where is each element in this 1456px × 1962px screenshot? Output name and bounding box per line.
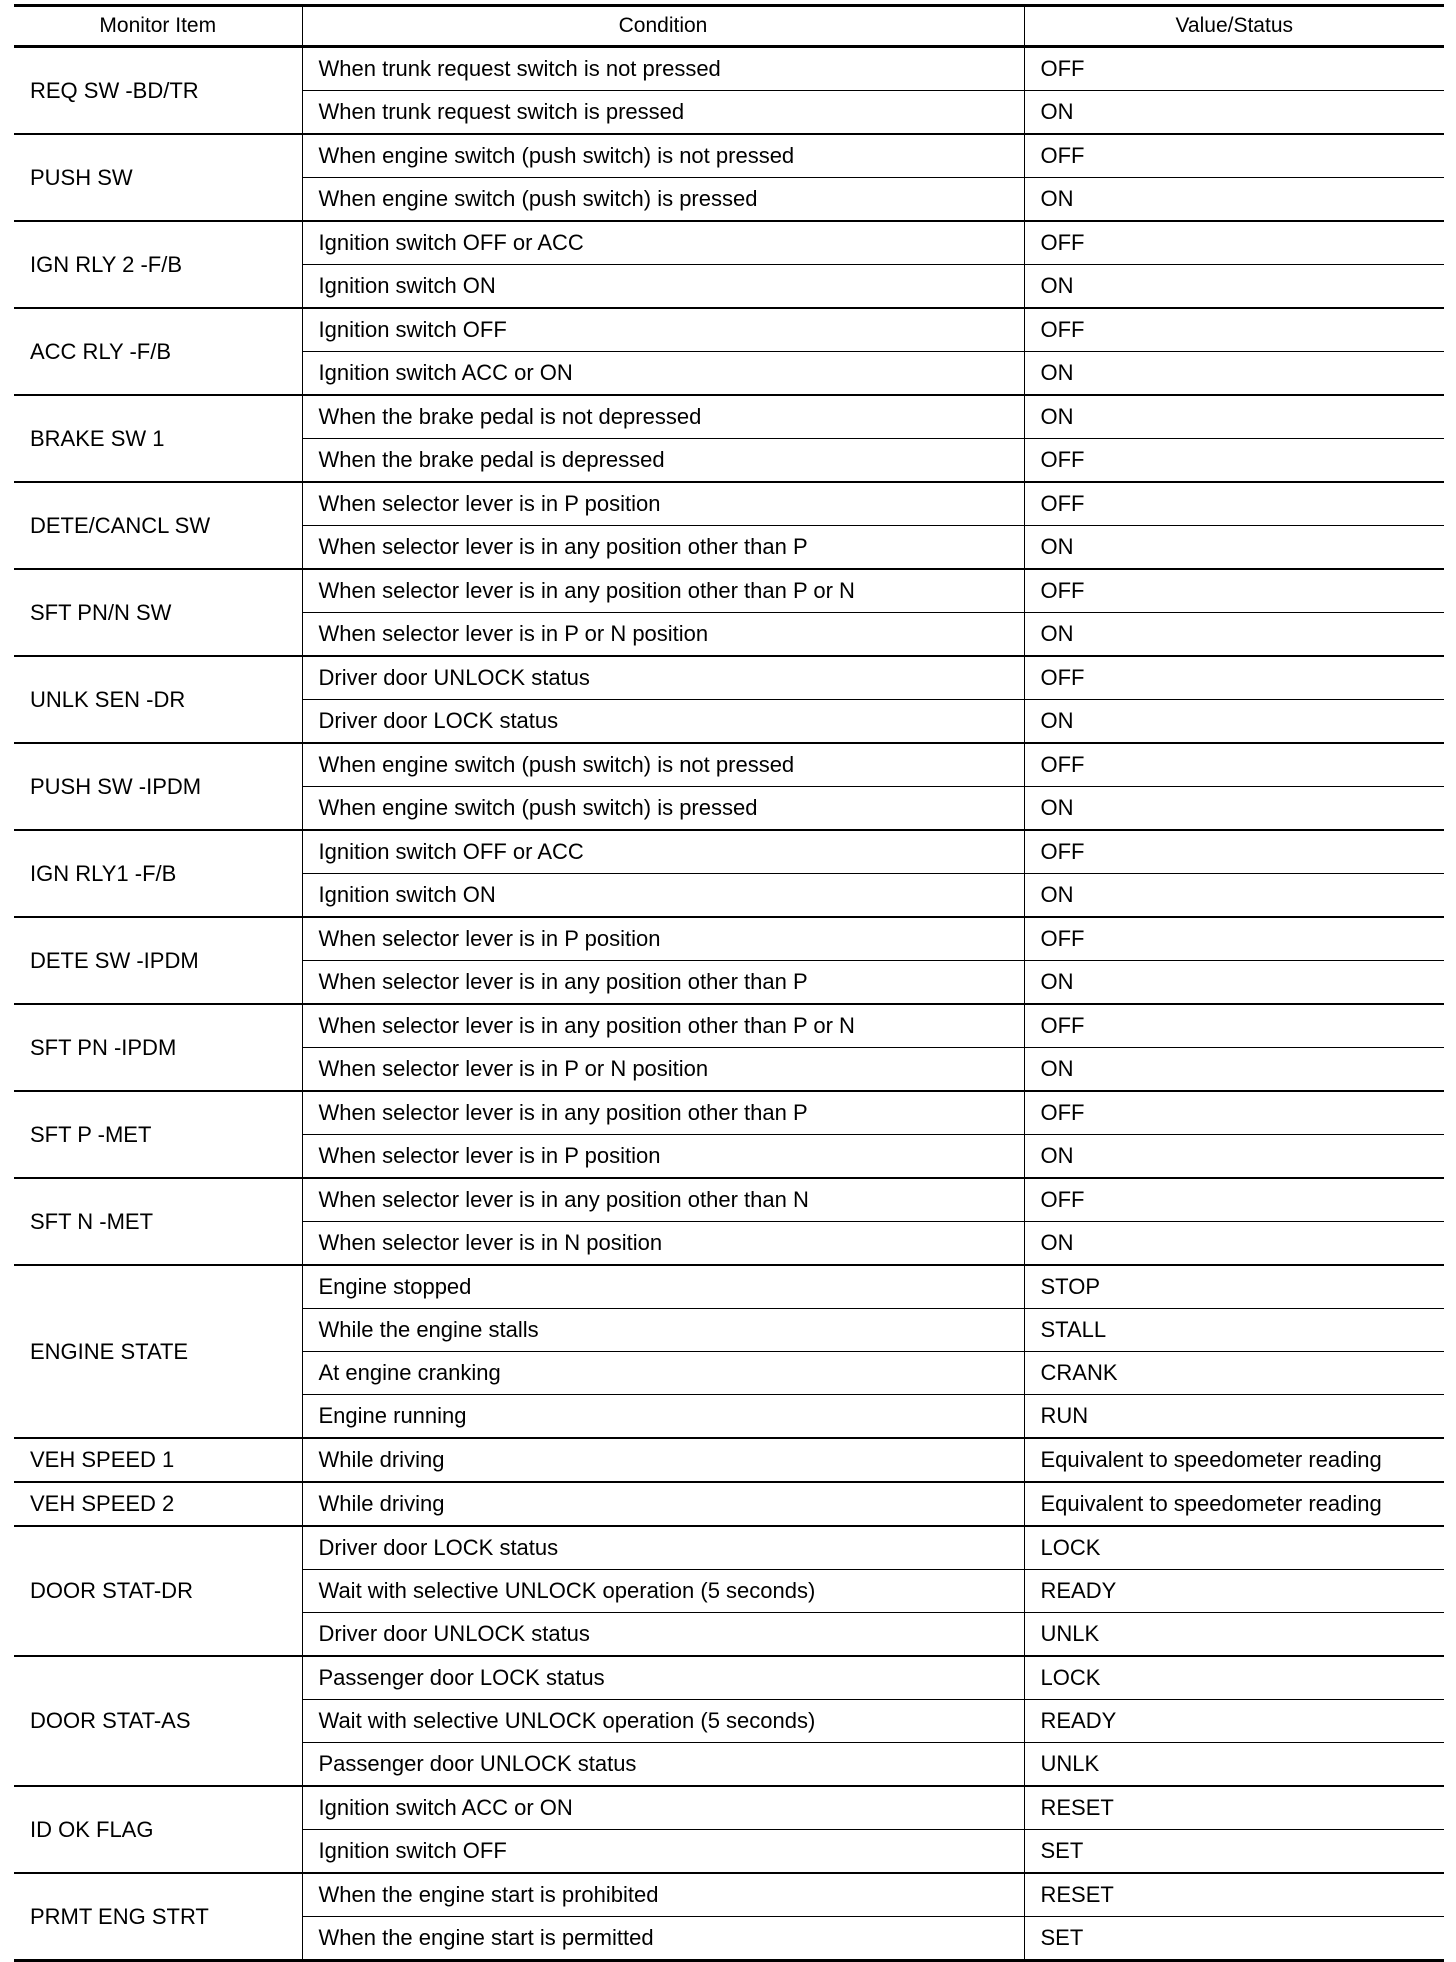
header-monitor-item: Monitor Item (14, 6, 302, 47)
condition-cell: When the brake pedal is depressed (302, 439, 1024, 483)
monitor-item-cell: VEH SPEED 2 (14, 1482, 302, 1526)
table-row (14, 395, 1444, 439)
value-status-cell: OFF (1024, 308, 1444, 352)
condition-cell: When trunk request switch is not pressed (302, 47, 1024, 91)
value-status-cell: OFF (1024, 47, 1444, 91)
value-status-cell: OFF (1024, 1004, 1444, 1048)
value-status-cell: ON (1024, 1048, 1444, 1092)
table-body (14, 47, 1444, 1961)
value-status-cell: STOP (1024, 1265, 1444, 1309)
table-row (14, 917, 1444, 961)
value-status-cell: Equivalent to speedometer reading (1024, 1482, 1444, 1526)
monitor-item-cell: PRMT ENG STRT (14, 1873, 302, 1961)
value-status-cell: OFF (1024, 134, 1444, 178)
value-status-cell: STALL (1024, 1309, 1444, 1352)
condition-cell: At engine cranking (302, 1352, 1024, 1395)
condition-cell: Driver door LOCK status (302, 700, 1024, 744)
value-status-cell: ON (1024, 613, 1444, 657)
monitor-item-cell: BRAKE SW 1 (14, 395, 302, 482)
condition-cell: Ignition switch OFF (302, 308, 1024, 352)
header-value-status: Value/Status (1024, 6, 1444, 47)
value-status-cell: ON (1024, 265, 1444, 309)
value-status-cell: ON (1024, 874, 1444, 918)
monitor-item-cell: SFT N -MET (14, 1178, 302, 1265)
table-row (14, 221, 1444, 265)
monitor-item-cell: UNLK SEN -DR (14, 656, 302, 743)
condition-cell: When engine switch (push switch) is pressed (302, 787, 1024, 831)
monitor-item-cell: DOOR STAT-AS (14, 1656, 302, 1786)
value-status-cell: SET (1024, 1830, 1444, 1874)
monitor-item-cell: ENGINE STATE (14, 1265, 302, 1438)
condition-cell: While the engine stalls (302, 1309, 1024, 1352)
table-row (14, 830, 1444, 874)
condition-cell: When selector lever is in P position (302, 917, 1024, 961)
monitor-document (14, 4, 1444, 1962)
monitor-item-cell: DETE/CANCL SW (14, 482, 302, 569)
monitor-item-cell: SFT PN -IPDM (14, 1004, 302, 1091)
value-status-cell: ON (1024, 395, 1444, 439)
condition-cell: When selector lever is in any position other than P or N (302, 569, 1024, 613)
monitor-item-cell: SFT PN/N SW (14, 569, 302, 656)
condition-cell: Ignition switch ON (302, 874, 1024, 918)
table-row (14, 1265, 1444, 1309)
value-status-cell: ON (1024, 1135, 1444, 1179)
monitor-item-cell: IGN RLY1 -F/B (14, 830, 302, 917)
table-row (14, 1178, 1444, 1222)
condition-cell: When the brake pedal is not depressed (302, 395, 1024, 439)
value-status-cell: ON (1024, 526, 1444, 570)
value-status-cell: OFF (1024, 1178, 1444, 1222)
condition-cell: Engine stopped (302, 1265, 1024, 1309)
condition-cell: Driver door UNLOCK status (302, 656, 1024, 700)
value-status-cell: OFF (1024, 743, 1444, 787)
condition-cell: When selector lever is in N position (302, 1222, 1024, 1266)
monitor-item-cell: VEH SPEED 1 (14, 1438, 302, 1482)
condition-cell: When selector lever is in any position other than P (302, 1091, 1024, 1135)
condition-cell: While driving (302, 1438, 1024, 1482)
table-row (14, 656, 1444, 700)
header-row (14, 6, 1444, 47)
condition-cell: Passenger door LOCK status (302, 1656, 1024, 1700)
table-row (14, 569, 1444, 613)
condition-cell: When the engine start is permitted (302, 1917, 1024, 1961)
table-row (14, 743, 1444, 787)
value-status-cell: ON (1024, 91, 1444, 135)
value-status-cell: UNLK (1024, 1743, 1444, 1787)
condition-cell: When selector lever is in P or N position (302, 1048, 1024, 1092)
value-status-cell: LOCK (1024, 1526, 1444, 1570)
monitor-item-cell: DOOR STAT-DR (14, 1526, 302, 1656)
condition-cell: When engine switch (push switch) is not pressed (302, 743, 1024, 787)
condition-cell: When engine switch (push switch) is pressed (302, 178, 1024, 222)
condition-cell: Ignition switch ACC or ON (302, 352, 1024, 396)
condition-cell: Driver door LOCK status (302, 1526, 1024, 1570)
value-status-cell: READY (1024, 1700, 1444, 1743)
value-status-cell: UNLK (1024, 1613, 1444, 1657)
value-status-cell: OFF (1024, 830, 1444, 874)
condition-cell: Ignition switch ACC or ON (302, 1786, 1024, 1830)
monitor-item-cell: DETE SW -IPDM (14, 917, 302, 1004)
condition-cell: While driving (302, 1482, 1024, 1526)
value-status-cell: OFF (1024, 917, 1444, 961)
condition-cell: Wait with selective UNLOCK operation (5 seconds) (302, 1700, 1024, 1743)
condition-cell: When the engine start is prohibited (302, 1873, 1024, 1917)
value-status-cell: OFF (1024, 1091, 1444, 1135)
table-row (14, 1656, 1444, 1700)
monitor-item-cell: ACC RLY -F/B (14, 308, 302, 395)
table-row (14, 1526, 1444, 1570)
value-status-cell: ON (1024, 787, 1444, 831)
condition-cell: Driver door UNLOCK status (302, 1613, 1024, 1657)
table-header (14, 6, 1444, 47)
table-row (14, 1873, 1444, 1917)
condition-cell: Ignition switch ON (302, 265, 1024, 309)
value-status-cell: ON (1024, 700, 1444, 744)
monitor-item-cell: ID OK FLAG (14, 1786, 302, 1873)
condition-cell: When engine switch (push switch) is not pressed (302, 134, 1024, 178)
table-row (14, 1482, 1444, 1526)
condition-cell: When trunk request switch is pressed (302, 91, 1024, 135)
table-row (14, 1786, 1444, 1830)
condition-cell: When selector lever is in P position (302, 482, 1024, 526)
condition-cell: Ignition switch OFF or ACC (302, 221, 1024, 265)
header-condition: Condition (302, 6, 1024, 47)
value-status-cell: ON (1024, 178, 1444, 222)
value-status-cell: OFF (1024, 656, 1444, 700)
condition-cell: When selector lever is in any position other than P (302, 526, 1024, 570)
table-row (14, 308, 1444, 352)
table-row (14, 1091, 1444, 1135)
condition-cell: Wait with selective UNLOCK operation (5 seconds) (302, 1570, 1024, 1613)
condition-cell: Ignition switch OFF (302, 1830, 1024, 1874)
monitor-item-cell: REQ SW -BD/TR (14, 47, 302, 135)
value-status-cell: CRANK (1024, 1352, 1444, 1395)
monitor-item-cell: SFT P -MET (14, 1091, 302, 1178)
condition-cell: Ignition switch OFF or ACC (302, 830, 1024, 874)
value-status-cell: LOCK (1024, 1656, 1444, 1700)
condition-cell: When selector lever is in P or N position (302, 613, 1024, 657)
value-status-cell: OFF (1024, 482, 1444, 526)
value-status-cell: OFF (1024, 439, 1444, 483)
table-row (14, 1004, 1444, 1048)
value-status-cell: OFF (1024, 221, 1444, 265)
condition-cell: Passenger door UNLOCK status (302, 1743, 1024, 1787)
value-status-cell: OFF (1024, 569, 1444, 613)
value-status-cell: RESET (1024, 1873, 1444, 1917)
value-status-cell: ON (1024, 1222, 1444, 1266)
condition-cell: When selector lever is in any position other than P or N (302, 1004, 1024, 1048)
value-status-cell: ON (1024, 961, 1444, 1005)
condition-cell: Engine running (302, 1395, 1024, 1439)
table-row (14, 482, 1444, 526)
monitor-item-cell: PUSH SW -IPDM (14, 743, 302, 830)
condition-cell: When selector lever is in any position other than P (302, 961, 1024, 1005)
value-status-cell: ON (1024, 352, 1444, 396)
condition-cell: When selector lever is in any position other than N (302, 1178, 1024, 1222)
table-row (14, 134, 1444, 178)
monitor-table (14, 4, 1444, 1962)
table-row (14, 47, 1444, 91)
value-status-cell: RESET (1024, 1786, 1444, 1830)
monitor-item-cell: IGN RLY 2 -F/B (14, 221, 302, 308)
condition-cell: When selector lever is in P position (302, 1135, 1024, 1179)
table-row (14, 1438, 1444, 1482)
value-status-cell: SET (1024, 1917, 1444, 1961)
value-status-cell: RUN (1024, 1395, 1444, 1439)
value-status-cell: READY (1024, 1570, 1444, 1613)
value-status-cell: Equivalent to speedometer reading (1024, 1438, 1444, 1482)
monitor-item-cell: PUSH SW (14, 134, 302, 221)
